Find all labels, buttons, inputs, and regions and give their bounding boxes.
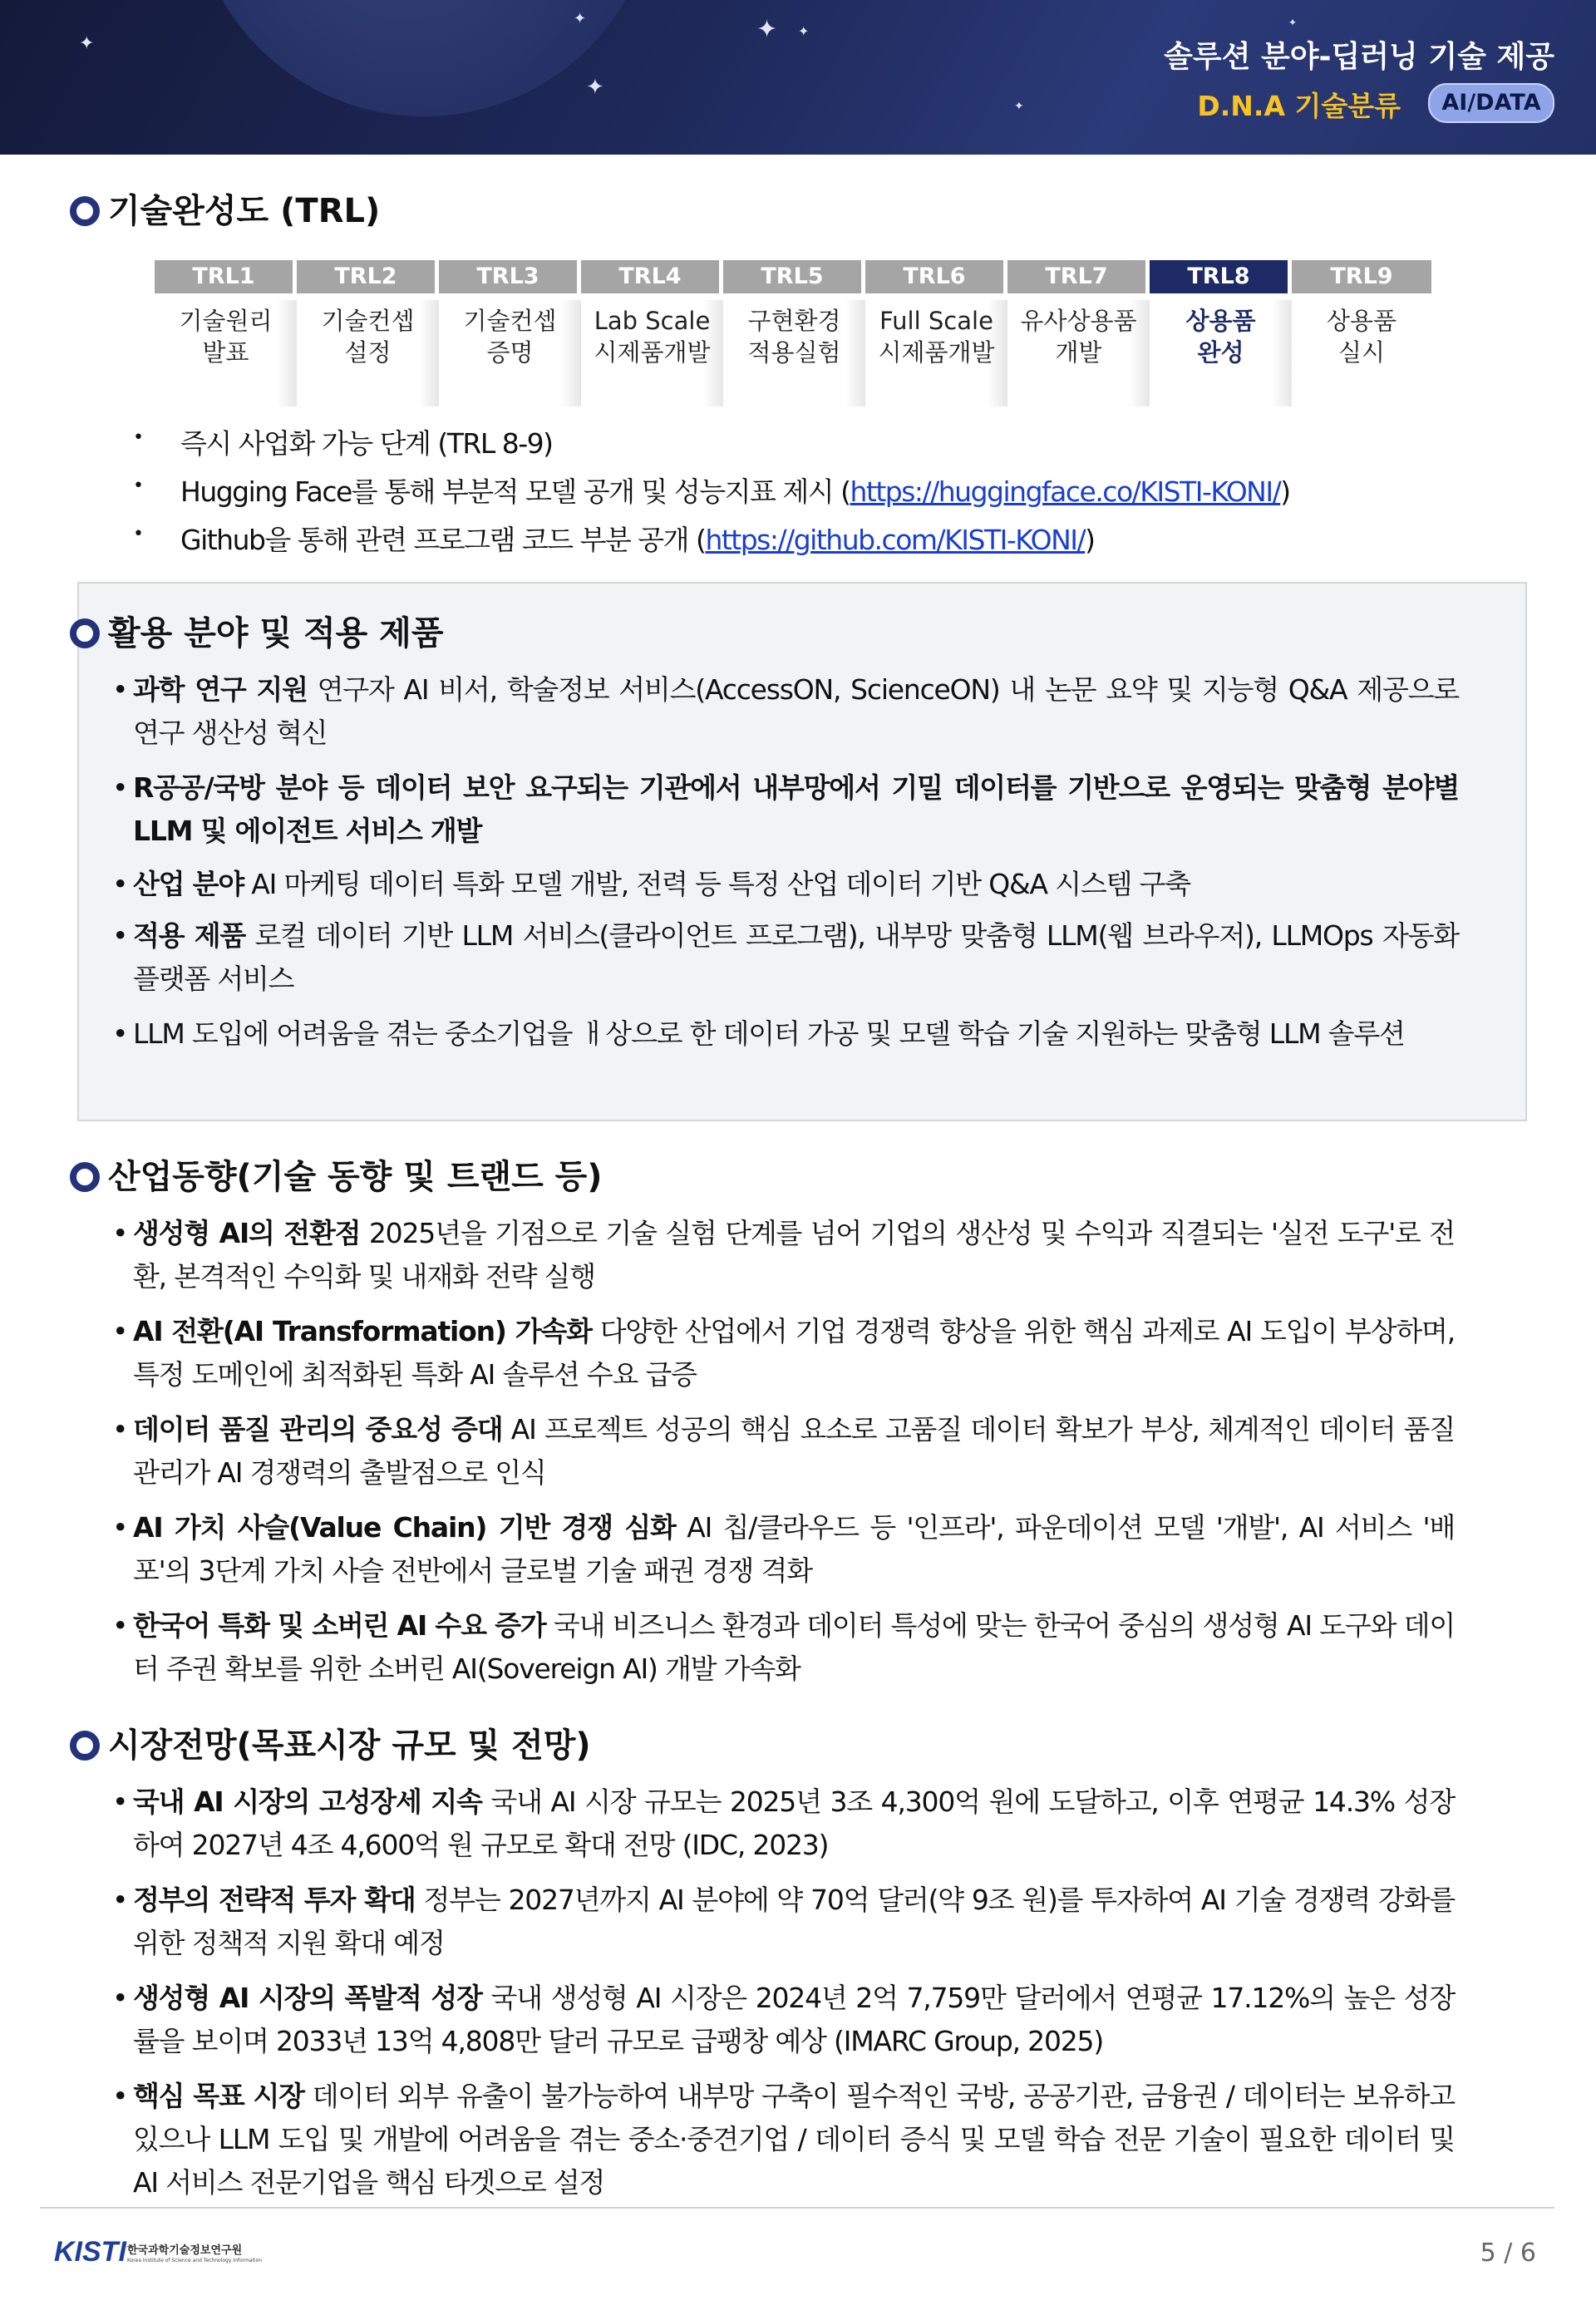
industry-item: • AI 가치 사슬(Value Chain) 기반 경쟁 심화 AI 칩/클라우드 등 '인프라', 파운데이션 모델 '개발', AI 서비스 '배포'의 3단계 가치 사슬 전반에서 글로벌 기술 패권 경쟁 격화 xyxy=(133,1506,1455,1593)
industry-item: • 한국어 특화 및 소버린 AI 수요 증가 국내 비즈니스 환경과 데이터 특성에 맞는 한국어 중심의 생성형 AI 도구와 데이터 주권 확보를 위한 소버린 AI(Sovereign AI) 개발 가속화 xyxy=(133,1604,1455,1691)
section-title-industry: 산업동향(기술 동향 및 트랜드 등) xyxy=(108,1158,603,1196)
trl-header: TRL4 xyxy=(581,260,719,293)
trl-description: 유사상용품 개발 xyxy=(1007,300,1150,406)
trl-description: 상용품 실시 xyxy=(1292,300,1431,406)
star-icon: ✦ xyxy=(756,15,778,44)
section-bullet-icon xyxy=(70,618,100,648)
page-header xyxy=(0,0,1596,155)
github-link[interactable]: https://github.com/KISTI-KONI/ xyxy=(705,524,1086,556)
trl-table xyxy=(155,260,1431,408)
star-icon: ✦ xyxy=(798,23,810,39)
application-item: • LLM 도입에 어려움을 겪는 중소기업을 ㅐ상으로 한 데이터 가공 및 모델 학습 기술 지원하는 맞춤형 LLM 솔루션 xyxy=(133,1012,1459,1056)
application-item: • R공공/국방 분야 등 데이터 보안 요구되는 기관에서 내부망에서 기밀 데이터를 기반으로 운영되는 맞춤형 분야별 LLM 및 에이전트 서비스 개발 xyxy=(133,766,1459,853)
star-icon: ✦ xyxy=(1014,100,1024,113)
market-item: • 정부의 전략적 투자 확대 정부는 2027년까지 AI 분야에 약 70억 달러(약 9조 원)를 투자하여 AI 기술 경쟁력 강화를 위한 정책적 지원 확대 예정 xyxy=(133,1879,1455,1965)
section-title-application: 활용 분야 및 적용 제품 xyxy=(108,614,444,653)
page-number: 5 / 6 xyxy=(1480,2239,1536,2268)
trl-header: TRL7 xyxy=(1007,260,1145,293)
trl-header: TRL1 xyxy=(155,260,293,293)
star-icon: ✦ xyxy=(1288,17,1298,28)
trl-header: TRL3 xyxy=(439,260,577,293)
market-item: • 생성형 AI 시장의 폭발적 성장 국내 생성형 AI 시장은 2024년 2억 7,759만 달러에서 연평균 17.12%의 높은 성장률을 보이며 2033년 13억 4,808만 달러 규모로 급팽창 예상 (IMARC Group, 2025) xyxy=(133,1977,1455,2063)
section-bullet-icon xyxy=(70,196,100,226)
section-title-trl: 기술완성도 (TRL) xyxy=(108,192,381,230)
section-bullet-icon xyxy=(70,1731,100,1761)
industry-item: • AI 전환(AI Transformation) 가속화 다양한 산업에서 기업 경쟁력 향상을 위한 핵심 과제로 AI 도입이 부상하며, 특정 도메인에 최적화된 특화 AI 솔루션 수요 급증 xyxy=(133,1310,1455,1396)
trl-header: TRL2 xyxy=(297,260,435,293)
trl-description: 기술원리 발표 xyxy=(155,300,297,406)
section-title-market: 시장전망(목표시장 규모 및 전망) xyxy=(108,1726,591,1765)
trl-description: 기술컨셉 증명 xyxy=(439,300,581,406)
market-item: • 국내 AI 시장의 고성장세 지속 국내 AI 시장 규모는 2025년 3조 4,300억 원에 도달하고, 이후 연평균 14.3% 성장하여 2027년 4조 4,600억 원 규모로 확대 전망 (IDC, 2023) xyxy=(133,1780,1455,1867)
star-icon: ✦ xyxy=(586,75,604,100)
trl-header: TRL5 xyxy=(723,260,861,293)
trl-description: Full Scale 시제품개발 xyxy=(865,300,1007,406)
industry-item: • 생성형 AI의 전환점 2025년을 기점으로 기술 실험 단계를 넘어 기업의 생산성 및 수익과 직결되는 '실전 도구'로 전환, 본격적인 수익화 및 내재화 전략 실행 xyxy=(133,1212,1455,1298)
trl-description: 기술컨셉 설정 xyxy=(297,300,439,406)
application-item: • 산업 분야 AI 마케팅 데이터 특화 모델 개발, 전력 등 특정 산업 데이터 기반 Q&A 시스템 구축 xyxy=(133,863,1459,906)
market-item: • 핵심 목표 시장 데이터 외부 유출이 불가능하여 내부망 구축이 필수적인 국방, 공공기관, 금융권 / 데이터는 보유하고 있으나 LLM 도입 및 개발에 어려움을 겪는 중소·중견기업 / 데이터 증식 및 모델 학습 전문 기술이 필요한 데이터 및 AI 서비스 전문기업을 핵심 타겟으로 설정 xyxy=(133,2075,1455,2204)
star-icon: ✦ xyxy=(79,33,95,54)
trl-header: TRL6 xyxy=(865,260,1003,293)
application-item: • 적용 제품 로컬 데이터 기반 LLM 서비스(클라이언트 프로그램), 내부망 맞춤형 LLM(웹 브라우저), LLMOps 자동화 플랫폼 서비스 xyxy=(133,914,1459,1001)
logo-mark: KISTI xyxy=(54,2236,126,2268)
industry-item: • 데이터 품질 관리의 중요성 증대 AI 프로젝트 성공의 핵심 요소로 고품질 데이터 확보가 부상, 체계적인 데이터 품질 관리가 AI 경쟁력의 출발점으로 인식 xyxy=(133,1408,1455,1495)
huggingface-link[interactable]: https://huggingface.co/KISTI-KONI/ xyxy=(850,475,1281,508)
org-name-en: Korea Institute of Science and Technology Information xyxy=(127,2258,263,2263)
org-name: 한국과학기술정보연구원 xyxy=(127,2244,243,2257)
kisti-logo xyxy=(54,2236,263,2278)
section-bullet-icon xyxy=(70,1162,100,1192)
header-subtitle: D.N.A 기술분류 xyxy=(1197,90,1401,122)
trl-description: Lab Scale 시제품개발 xyxy=(581,300,723,406)
trl-description: 구현환경 적용실험 xyxy=(723,300,865,406)
star-icon: ✦ xyxy=(574,10,587,27)
trl-header: TRL9 xyxy=(1292,260,1431,293)
application-item: • 과학 연구 지원 연구자 AI 비서, 학술정보 서비스(AccessON, ScienceON) 내 논문 요약 및 지능형 Q&A 제공으로 연구 생산성 혁신 xyxy=(133,668,1459,755)
trl-header-active: TRL8 xyxy=(1150,260,1288,293)
footer-divider xyxy=(40,2207,1554,2209)
header-title: 솔루션 분야-딥러닝 기술 제공 xyxy=(1164,40,1554,74)
trl-description-active: 상용품 완성 xyxy=(1150,300,1292,406)
category-badge: AI/DATA xyxy=(1428,83,1554,123)
